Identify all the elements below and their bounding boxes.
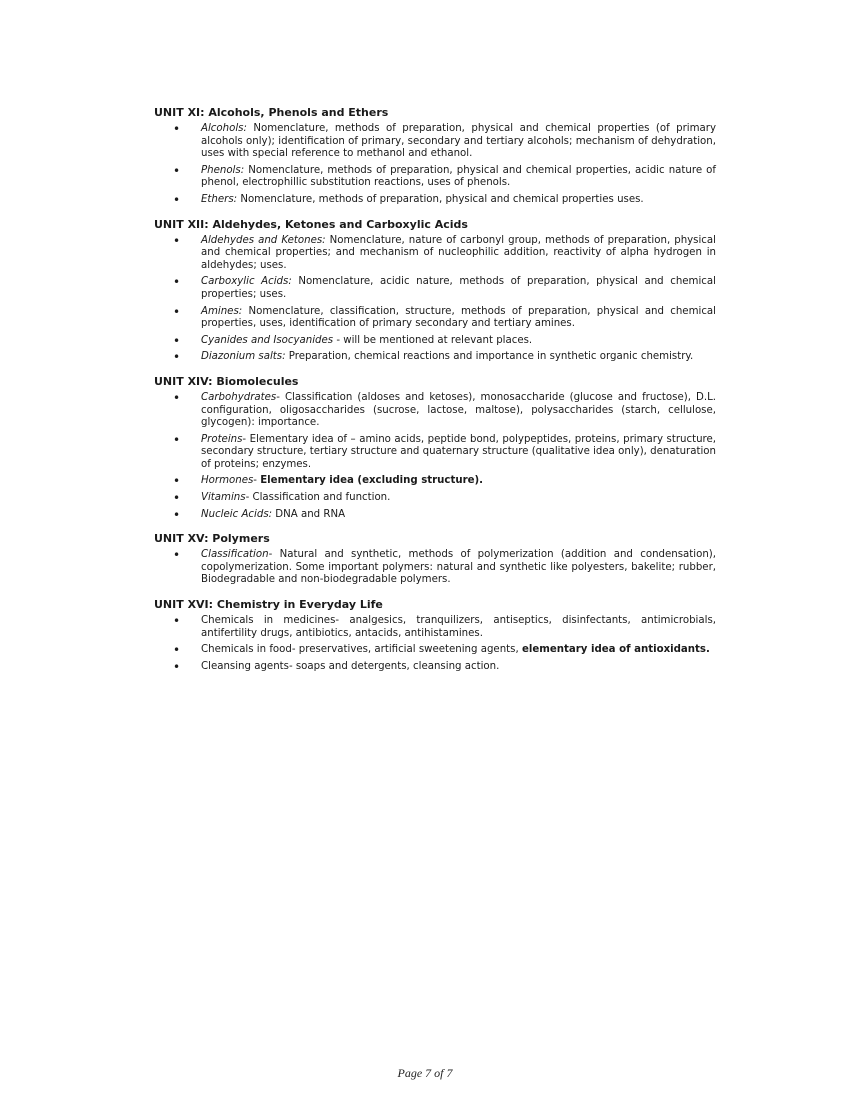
topic-item <box>154 549 716 587</box>
topic-item <box>154 392 716 430</box>
unit-section <box>154 598 716 673</box>
topic-lead: Ethers: <box>201 193 238 205</box>
topic-item <box>154 123 716 161</box>
bullet-icon: • <box>173 333 181 348</box>
bullet-icon: • <box>173 304 181 319</box>
topic-description: Cleansing agents- soaps and detergents, cleansing action. <box>201 660 500 672</box>
unit-section <box>154 375 716 521</box>
unit-section <box>154 106 716 207</box>
topic-lead: Classification <box>201 549 269 561</box>
topic-item <box>154 335 716 348</box>
page-footer: Page 7 of 7 <box>397 1066 453 1080</box>
topic-item <box>154 661 716 674</box>
bullet-icon: • <box>173 350 181 365</box>
topic-item <box>154 644 716 657</box>
topic-description: Chemicals in food- preservatives, artificial sweetening agents, <box>201 644 522 656</box>
topic-description: - will be mentioned at relevant places. <box>333 334 533 346</box>
topic-emphasis: Elementary idea (excluding structure). <box>260 475 484 487</box>
bullet-icon: • <box>173 507 181 522</box>
bullet-icon: • <box>173 491 181 506</box>
topic-description: - <box>253 475 261 487</box>
unit-title: UNIT XI: Alcohols, Phenols and Ethers <box>154 106 389 119</box>
topic-list <box>154 235 716 364</box>
topic-item <box>154 509 716 522</box>
topic-item <box>154 194 716 207</box>
topic-lead: Amines: <box>201 305 243 317</box>
topic-lead: Phenols: <box>201 164 245 176</box>
topic-item <box>154 492 716 505</box>
bullet-icon: • <box>173 548 181 563</box>
bullet-icon: • <box>173 474 181 489</box>
unit-title: UNIT XVI: Chemistry in Everyday Life <box>154 598 383 612</box>
unit-section <box>154 532 716 587</box>
topic-description: Nomenclature, methods of preparation, physical and chemical properties (of primary alcohols only); identification of primary, secondary and tertiary alcohols; mechanism of dehydration, uses with special reference to methanol and ethanol. <box>201 123 716 160</box>
topic-lead: Proteins <box>201 433 243 445</box>
topic-list <box>154 615 716 673</box>
bullet-icon: • <box>173 163 181 178</box>
unit-section <box>154 218 716 364</box>
topic-description: Preparation, chemical reactions and importance in synthetic organic chemistry. <box>285 351 694 363</box>
topic-description: Nomenclature, acidic nature, methods of preparation, physical and chemical properties; uses. <box>201 276 716 300</box>
topic-lead: Nucleic Acids: <box>201 508 273 520</box>
topic-list <box>154 549 716 587</box>
bullet-icon: • <box>173 233 181 248</box>
bullet-icon: • <box>173 275 181 290</box>
topic-lead: Alcohols: <box>201 123 247 134</box>
topic-description: - Elementary idea of – amino acids, peptide bond, polypeptides, proteins, primary structure, secondary structure, tertiary structure and quaternary structure (qualitative idea only), denaturation of proteins; enzymes. <box>201 433 716 470</box>
topic-item <box>154 475 716 488</box>
unit-title: UNIT XV: Polymers <box>154 532 270 546</box>
topic-lead: Cyanides and Isocyanides <box>201 334 334 346</box>
topic-description: Nomenclature, methods of preparation, physical and chemical properties uses. <box>237 193 644 205</box>
topic-lead: Aldehydes and Ketones: <box>201 234 326 246</box>
topic-lead: Vitamins <box>201 492 246 504</box>
document-body <box>154 106 716 684</box>
unit-title: UNIT XII: Aldehydes, Ketones and Carboxylic Acids <box>154 217 468 231</box>
unit-title: UNIT XIV: Biomolecules <box>154 374 299 388</box>
topic-item <box>154 235 716 273</box>
topic-description: - Classification and function. <box>245 492 391 504</box>
topic-list <box>154 392 716 521</box>
bullet-icon: • <box>173 659 181 674</box>
topic-list <box>154 123 716 207</box>
topic-description: Nomenclature, classification, structure, methods of preparation, physical and chemical properties, uses, identification of primary secondary and tertiary amines. <box>201 305 716 330</box>
bullet-icon: • <box>173 122 181 136</box>
topic-item <box>154 434 716 472</box>
topic-lead: Carbohydrates <box>201 391 277 403</box>
topic-lead: Carboxylic Acids: <box>201 276 292 288</box>
topic-description: DNA and RNA <box>272 508 346 520</box>
topic-lead: Diazonium salts: <box>201 351 286 363</box>
bullet-icon: • <box>173 432 181 447</box>
topic-description: Chemicals in medicines- analgesics, tranquilizers, antiseptics, disinfectants, antimicrobials, antifertility drugs, antibiotics, antacids, antihistamines. <box>201 615 716 639</box>
topic-description: Nomenclature, methods of preparation, physical and chemical properties, acidic nature of phenol, electrophillic substitution reactions, uses of phenols. <box>201 164 716 189</box>
topic-item <box>154 165 716 190</box>
topic-lead: Hormones <box>201 475 254 487</box>
topic-description: - Classification (aldoses and ketoses), monosaccharide (glucose and fructose), D.L. configuration, oligosaccharides (sucrose, lactose, maltose), polysaccharides (starch, cellulose, glycogen): importance. <box>201 391 716 429</box>
topic-item <box>154 306 716 331</box>
topic-item <box>154 276 716 301</box>
topic-item <box>154 351 716 364</box>
bullet-icon: • <box>173 643 181 658</box>
topic-description: Nomenclature, nature of carbonyl group, methods of preparation, physical and chemical properties; and mechanism of nucleophilic addition, reactivity of alpha hydrogen in aldehydes; uses. <box>201 234 716 271</box>
bullet-icon: • <box>173 390 181 405</box>
topic-item <box>154 615 716 640</box>
bullet-icon: • <box>173 192 181 207</box>
topic-emphasis: elementary idea of antioxidants. <box>521 644 710 656</box>
topic-description: - Natural and synthetic, methods of polymerization (addition and condensation), copolymerization. Some important polymers: natural and synthetic like polyesters, bakelite; rubber, Biodegradable and non-biodegradable polymers. <box>201 549 716 586</box>
bullet-icon: • <box>173 614 181 629</box>
